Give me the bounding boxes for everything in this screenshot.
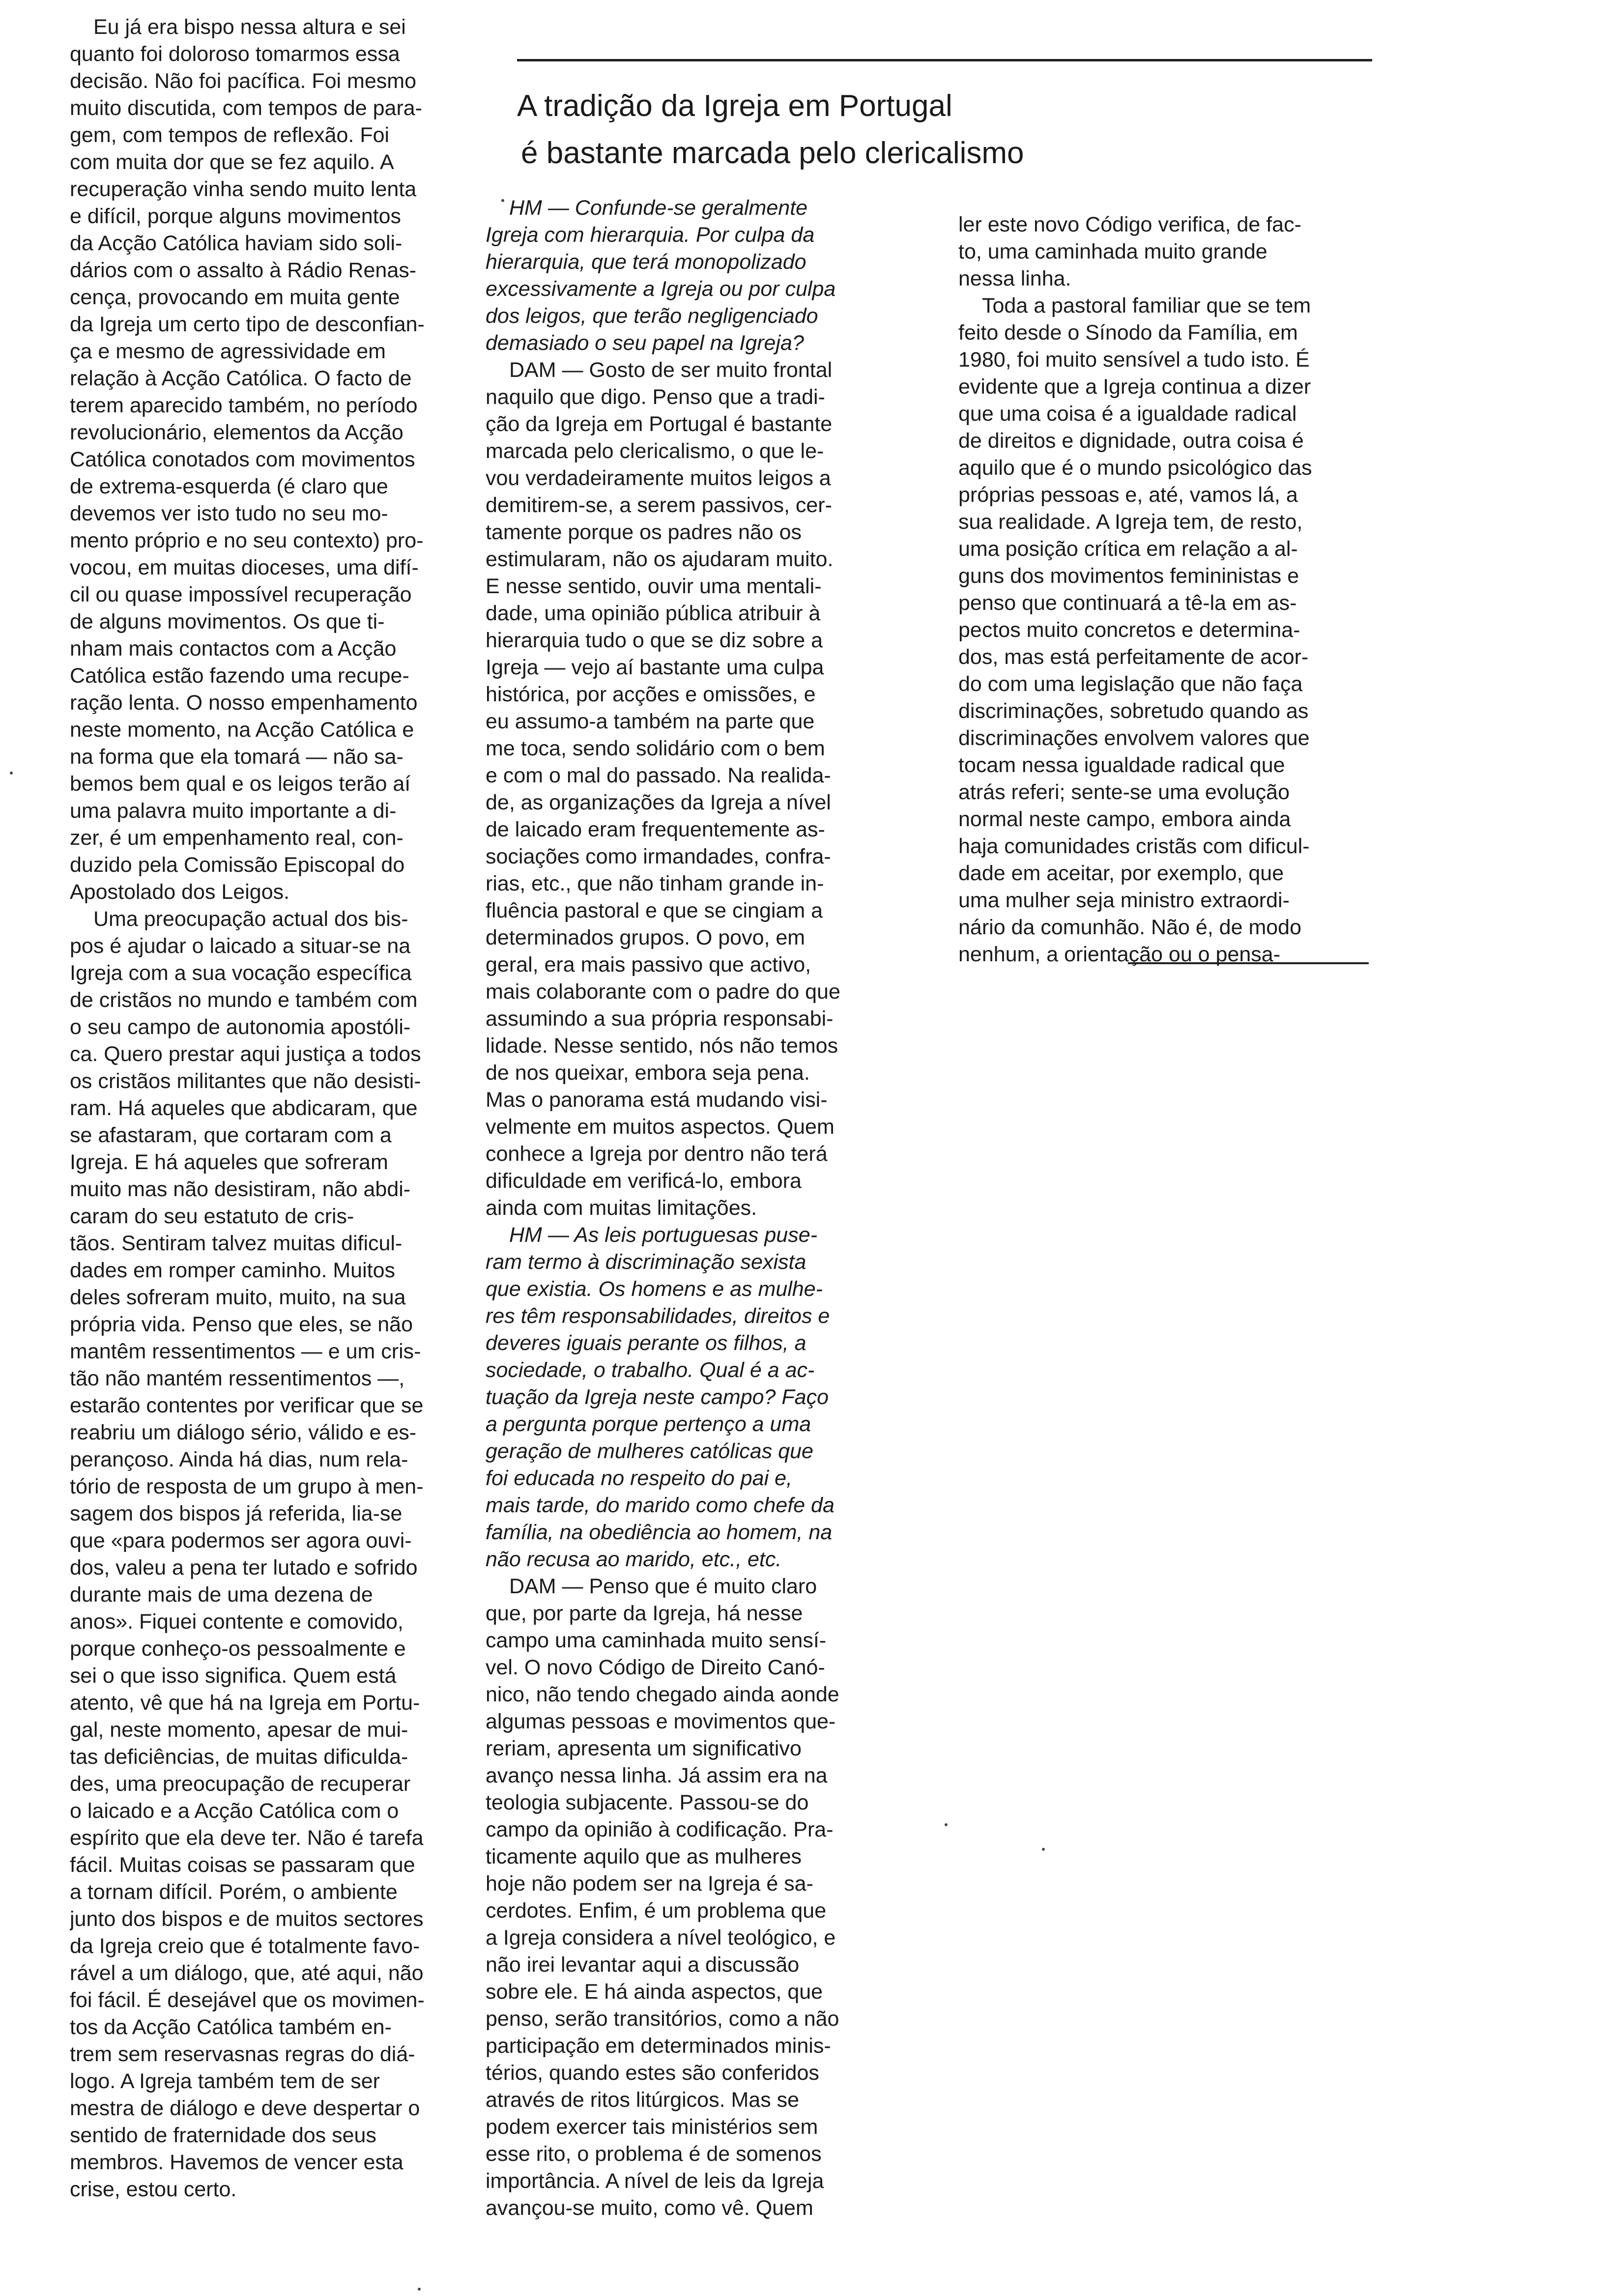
scan-speck <box>945 1823 948 1826</box>
article-column-2 <box>486 195 885 2222</box>
text-line: Uma preocupação actual dos bis- <box>93 907 408 931</box>
headline-line-2: é bastante marcada pelo clericalismo <box>521 136 1024 170</box>
scan-speck <box>10 772 13 775</box>
text-line: ram termo à discriminação sexista <box>486 1250 806 1274</box>
text-line: de cristãos no mundo e também com <box>70 988 418 1012</box>
text-line: porque conheço-os pessoalmente e <box>70 1637 406 1661</box>
text-line: avançou-se muito, como vê. Quem <box>486 2196 813 2220</box>
text-line: tas deficiências, de muitas dificulda- <box>70 1745 408 1769</box>
text-line: Igreja — vejo aí bastante uma culpa <box>486 656 824 679</box>
text-line: haja comunidades cristãs com dificul- <box>958 834 1310 858</box>
text-line: não recusa ao marido, etc., etc. <box>486 1548 782 1571</box>
text-line: e com o mal do passado. Na realida- <box>486 764 831 787</box>
text-line: sei o que isso significa. Quem está <box>70 1664 397 1688</box>
text-line: ler este novo Código verifica, de fac- <box>958 213 1301 236</box>
text-line: de alguns movimentos. Os que ti- <box>70 610 385 633</box>
text-line: podem exercer tais ministérios sem <box>486 2115 818 2139</box>
text-line: a Igreja considera a nível teológico, e <box>486 1926 836 1950</box>
text-line: fluência pastoral e que se cingiam a <box>486 899 823 922</box>
text-line: Toda a pastoral familiar que se tem <box>982 294 1311 317</box>
text-line: que existia. Os homens e as mulhe- <box>486 1277 823 1301</box>
text-line: tos da Acção Católica também en- <box>70 2015 392 2039</box>
text-line: nham mais contactos com a Acção <box>70 637 397 660</box>
text-line: anos». Fiquei contente e comovido, <box>70 1610 403 1634</box>
text-line: conhece a Igreja por dentro não terá <box>486 1142 828 1166</box>
text-line: os cristãos militantes que não desisti- <box>70 1069 421 1093</box>
text-line: determinados grupos. O povo, em <box>486 926 806 949</box>
text-line: tuação da Igreja neste campo? Faço <box>486 1385 829 1409</box>
text-line: junto dos bispos e de muitos sectores <box>70 1907 424 1931</box>
text-line: demasiado o seu papel na Igreja? <box>486 331 804 355</box>
text-line: Católica conotados com movimentos <box>70 448 415 471</box>
text-line: naquilo que digo. Penso que a tradi- <box>486 385 825 409</box>
text-line: próprias pessoas e, até, vamos lá, a <box>958 483 1298 507</box>
text-line: o laicado e a Acção Católica com o <box>70 1799 399 1823</box>
text-line: a pergunta porque pertenço a uma <box>486 1412 811 1436</box>
scan-speck <box>418 2288 421 2291</box>
text-line: algumas pessoas e movimentos que- <box>486 1710 836 1733</box>
text-line: cença, provocando em muita gente <box>70 286 400 309</box>
text-line: quanto foi doloroso tomarmos essa <box>70 42 400 66</box>
text-line: normal neste campo, embora ainda <box>958 807 1291 831</box>
text-line: de direitos e dignidade, outra coisa é <box>958 429 1304 453</box>
text-line: mento próprio e no seu contexto) pro- <box>70 529 424 552</box>
text-line: penso, serão transitórios, como a não <box>486 2007 839 2031</box>
text-line: DAM — Penso que é muito claro <box>509 1575 817 1598</box>
text-line: ticamente aquilo que as mulheres <box>486 1845 802 1868</box>
text-line: da Igreja um certo tipo de desconfian- <box>70 313 425 336</box>
text-line: rável a um diálogo, que, até aqui, não <box>70 1961 424 1985</box>
text-line: reriam, apresenta um significativo <box>486 1737 802 1760</box>
text-line: revolucionário, elementos da Acção <box>70 421 403 444</box>
text-line: vel. O novo Código de Direito Canó- <box>486 1656 825 1679</box>
text-line: 1980, foi muito sensível a tudo isto. É <box>958 348 1310 372</box>
text-line: ainda com muitas limitações. <box>486 1196 757 1220</box>
text-line: Igreja com hierarquia. Por culpa da <box>486 223 815 247</box>
text-line: lidade. Nesse sentido, nós não temos <box>486 1034 838 1058</box>
text-line: nico, não tendo chegado ainda aonde <box>486 1683 839 1706</box>
text-line: pos é ajudar o laicado a situar-se na <box>70 934 411 958</box>
text-line: discriminações, sobretudo quando as <box>958 699 1309 723</box>
text-line: tão não mantém ressentimentos —, <box>70 1367 405 1390</box>
text-line: Eu já era bispo nessa altura e sei <box>93 15 406 39</box>
text-line: recuperação vinha sendo muito lenta <box>70 177 417 201</box>
text-line: deveres iguais perante os filhos, a <box>486 1331 806 1355</box>
text-line: muito discutida, com tempos de para- <box>70 96 422 120</box>
text-line: Mas o panorama está mudando visi- <box>486 1088 828 1112</box>
text-line: E nesse sentido, ouvir uma mentali- <box>486 574 822 598</box>
text-line: tório de resposta de um grupo à men- <box>70 1475 424 1498</box>
text-line: reabriu um diálogo sério, válido e es- <box>70 1421 417 1444</box>
text-line: sentido de fraternidade dos seus <box>70 2124 376 2147</box>
text-line: esse rito, o problema é de somenos <box>486 2142 822 2166</box>
text-line: mais colaborante com o padre do que <box>486 980 840 1004</box>
headline-top-rule <box>517 59 1372 61</box>
text-line: DAM — Gosto de ser muito frontal <box>509 358 833 382</box>
text-line: aquilo que é o mundo psicológico das <box>958 456 1312 480</box>
text-line: geral, era mais passivo que activo, <box>486 953 811 976</box>
text-line: Igreja. E há aqueles que sofreram <box>70 1150 388 1174</box>
text-line: uma mulher seja ministro extraordi- <box>958 889 1290 912</box>
text-line: mantêm ressentimentos — e um cris- <box>70 1340 421 1363</box>
text-line: muito mas não desistiram, não abdi- <box>70 1177 411 1201</box>
text-line: demitirem-se, a serem passivos, cer- <box>486 493 832 517</box>
text-line: foi educada no respeito do pai e, <box>486 1466 792 1490</box>
text-line: de extrema-esquerda (é claro que <box>70 475 388 498</box>
text-line: importância. A nível de leis da Igreja <box>486 2169 824 2193</box>
text-line: ram. Há aqueles que abdicaram, que <box>70 1096 418 1120</box>
text-line: própria vida. Penso que eles, se não <box>70 1313 413 1336</box>
text-line: foi fácil. É desejável que os movimen- <box>70 1988 425 2012</box>
headline-line-1: A tradição da Igreja em Portugal <box>517 89 952 123</box>
text-line: de nos queixar, embora seja pena. <box>486 1061 810 1085</box>
headline <box>517 83 1372 177</box>
text-line: vocou, em muitas dioceses, uma difí- <box>70 556 419 579</box>
text-line: tãos. Sentiram talvez muitas dificul- <box>70 1232 403 1255</box>
text-line: hierarquia tudo o que se diz sobre a <box>486 629 823 652</box>
text-line: evidente que a Igreja continua a dizer <box>958 375 1311 399</box>
text-line: dade, uma opinião pública atribuir à <box>486 602 821 625</box>
text-line: assumindo a sua própria responsabi- <box>486 1007 834 1031</box>
column-end-rule <box>1128 962 1369 964</box>
text-line: uma posição crítica em relação a al- <box>958 537 1298 561</box>
text-line: decisão. Não foi pacífica. Foi mesmo <box>70 69 417 93</box>
text-line: a tornam difícil. Porém, o ambiente <box>70 1880 398 1904</box>
text-line: através de ritos litúrgicos. Mas se <box>486 2088 800 2112</box>
text-line: guns dos movimentos femininistas e <box>958 564 1299 588</box>
text-line: trem sem reservasnas regras do diá- <box>70 2042 415 2066</box>
text-line: mais tarde, do marido como chefe da <box>486 1493 835 1517</box>
text-line: se afastaram, que cortaram com a <box>70 1123 392 1147</box>
text-line: hoje não podem ser na Igreja é sa- <box>486 1872 813 1895</box>
text-line: to, uma caminhada muito grande <box>958 240 1267 263</box>
text-line: de laicado eram frequentemente as- <box>486 818 825 841</box>
text-line: com muita dor que se fez aquilo. A <box>70 150 394 174</box>
text-line: espírito que ela deve ter. Não é tarefa <box>70 1826 424 1850</box>
text-line: relação à Acção Católica. O facto de <box>70 367 412 390</box>
text-line: e difícil, porque alguns movimentos <box>70 204 402 228</box>
text-line: me toca, sendo solidário com o bem <box>486 737 825 760</box>
text-line: o seu campo de autonomia apostóli- <box>70 1015 411 1039</box>
text-line: histórica, por acções e omissões, e <box>486 683 816 706</box>
text-line: durante mais de uma dezena de <box>70 1583 373 1607</box>
text-line: que uma coisa é a igualdade radical <box>958 402 1297 426</box>
text-line: devemos ver isto tudo no seu mo- <box>70 502 388 525</box>
text-line: de, as organizações da Igreja a nível <box>486 791 831 814</box>
text-line: gem, com tempos de reflexão. Foi <box>70 123 390 147</box>
text-line: HM — Confunde-se geralmente <box>509 196 808 220</box>
text-line: crise, estou certo. <box>70 2178 237 2201</box>
scan-speck <box>1042 1848 1045 1851</box>
text-line: feito desde o Sínodo da Família, em <box>958 321 1298 344</box>
text-line: res têm responsabilidades, direitos e <box>486 1304 830 1328</box>
text-line: zer, é um empenhamento real, con- <box>70 826 403 850</box>
text-line: dades em romper caminho. Muitos <box>70 1259 396 1282</box>
text-line: dários com o assalto à Rádio Renas- <box>70 258 417 282</box>
text-line: participação em determinados minis- <box>486 2034 831 2058</box>
text-line: nessa linha. <box>958 267 1071 290</box>
article-column-1 <box>70 14 483 2203</box>
text-line: do com uma legislação que não faça <box>958 672 1303 696</box>
text-line: pectos muito concretos e determina- <box>958 618 1300 642</box>
text-line: sagem dos bispos já referida, lia-se <box>70 1502 403 1525</box>
text-line: que «para podermos ser agora ouvi- <box>70 1529 412 1552</box>
text-line: des, uma preocupação de recuperar <box>70 1772 411 1796</box>
text-line: nário da comunhão. Não é, de modo <box>958 916 1302 939</box>
text-line: dos leigos, que terão negligenciado <box>486 304 818 328</box>
text-line: sociedade, o trabalho. Qual é a ac- <box>486 1358 815 1382</box>
text-line: dade em aceitar, por exemplo, que <box>958 861 1284 885</box>
text-line: Católica estão fazendo uma recupe- <box>70 664 409 688</box>
text-line: dificuldade em verificá-lo, embora <box>486 1169 802 1193</box>
text-line: geração de mulheres católicas que <box>486 1439 813 1463</box>
text-line: dos, valeu a pena ter lutado e sofrido <box>70 1556 418 1579</box>
text-line: ça e mesmo de agressividade em <box>70 340 386 363</box>
text-line: hierarquia, que terá monopolizado <box>486 250 806 274</box>
text-line: uma palavra muito importante a di- <box>70 799 397 823</box>
text-line: família, na obediência ao homem, na <box>486 1521 833 1544</box>
text-line: não irei levantar aqui a discussão <box>486 1953 800 1977</box>
text-line: duzido pela Comissão Episcopal do <box>70 853 405 877</box>
text-line: Igreja com a sua vocação específica <box>70 961 412 985</box>
text-line: teologia subjacente. Passou-se do <box>486 1791 809 1814</box>
text-line: mestra de diálogo e deve despertar o <box>70 2096 420 2120</box>
text-line: da Acção Católica haviam sido soli- <box>70 231 403 255</box>
text-line: HM — As leis portuguesas puse- <box>509 1223 817 1247</box>
article-column-3 <box>958 211 1366 968</box>
text-line: na forma que ela tomará — não sa- <box>70 745 403 769</box>
text-line: dos, mas está perfeitamente de acor- <box>958 645 1309 669</box>
text-line: ca. Quero prestar aqui justiça a todos <box>70 1042 421 1066</box>
text-line: discriminações envolvem valores que <box>958 726 1310 750</box>
text-line: campo da opinião à codificação. Pra- <box>486 1818 834 1841</box>
text-line: sua realidade. A Igreja tem, de resto, <box>958 510 1303 534</box>
text-line: membros. Havemos de vencer esta <box>70 2151 403 2174</box>
text-line: sobre ele. E há ainda aspectos, que <box>486 1980 823 2004</box>
text-line: que, por parte da Igreja, há nesse <box>486 1602 803 1625</box>
text-line: rias, etc., que não tinham grande in- <box>486 872 824 895</box>
text-line: térios, quando estes são conferidos <box>486 2061 819 2085</box>
text-line: velmente em muitos aspectos. Quem <box>486 1115 835 1139</box>
text-line: terem aparecido também, no período <box>70 394 418 417</box>
text-line: perançoso. Ainda há dias, num rela- <box>70 1448 408 1471</box>
text-line: fácil. Muitas coisas se passaram que <box>70 1853 415 1877</box>
text-line: excessivamente a Igreja ou por culpa <box>486 277 836 301</box>
text-line: estarão contentes por verificar que se <box>70 1394 424 1417</box>
text-line: atento, vê que há na Igreja em Portu- <box>70 1691 420 1715</box>
text-line: atrás referi; sente-se uma evolução <box>958 780 1290 804</box>
text-line: Apostolado dos Leigos. <box>70 880 290 904</box>
text-line: caram do seu estatuto de cris- <box>70 1205 354 1228</box>
text-line: penso que continuará a tê-la em as- <box>958 591 1297 615</box>
text-line: logo. A Igreja também tem de ser <box>70 2069 380 2093</box>
text-line: ração lenta. O nosso empenhamento <box>70 691 418 715</box>
text-line: cerdotes. Enfim, é um problema que <box>486 1899 827 1923</box>
text-line: tamente porque os padres não os <box>486 520 802 544</box>
text-line: gal, neste momento, apesar de mui- <box>70 1718 408 1742</box>
text-line: ção da Igreja em Portugal é bastante <box>486 412 833 436</box>
text-line: vou verdadeiramente muitos leigos a <box>486 466 831 490</box>
text-line: cil ou quase impossível recuperação <box>70 583 412 606</box>
text-line: bemos bem qual e os leigos terão aí <box>70 772 411 796</box>
text-line: da Igreja creio que é totalmente favo- <box>70 1934 420 1958</box>
scan-speck <box>501 199 504 202</box>
text-line: avanço nessa linha. Já assim era na <box>486 1764 828 1787</box>
text-line: sociações como irmandades, confra- <box>486 845 831 868</box>
text-line: neste momento, na Acção Católica e <box>70 718 414 742</box>
text-line: deles sofreram muito, muito, na sua <box>70 1286 406 1309</box>
text-line: estimularam, não os ajudaram muito. <box>486 547 834 571</box>
text-line: nenhum, a orientação ou o pensa- <box>958 943 1281 966</box>
text-line: campo uma caminhada muito sensí- <box>486 1629 827 1652</box>
text-line: marcada pelo clericalismo, o que le- <box>486 439 824 463</box>
text-line: tocam nessa igualdade radical que <box>958 753 1285 777</box>
text-line: eu assumo-a também na parte que <box>486 710 815 733</box>
